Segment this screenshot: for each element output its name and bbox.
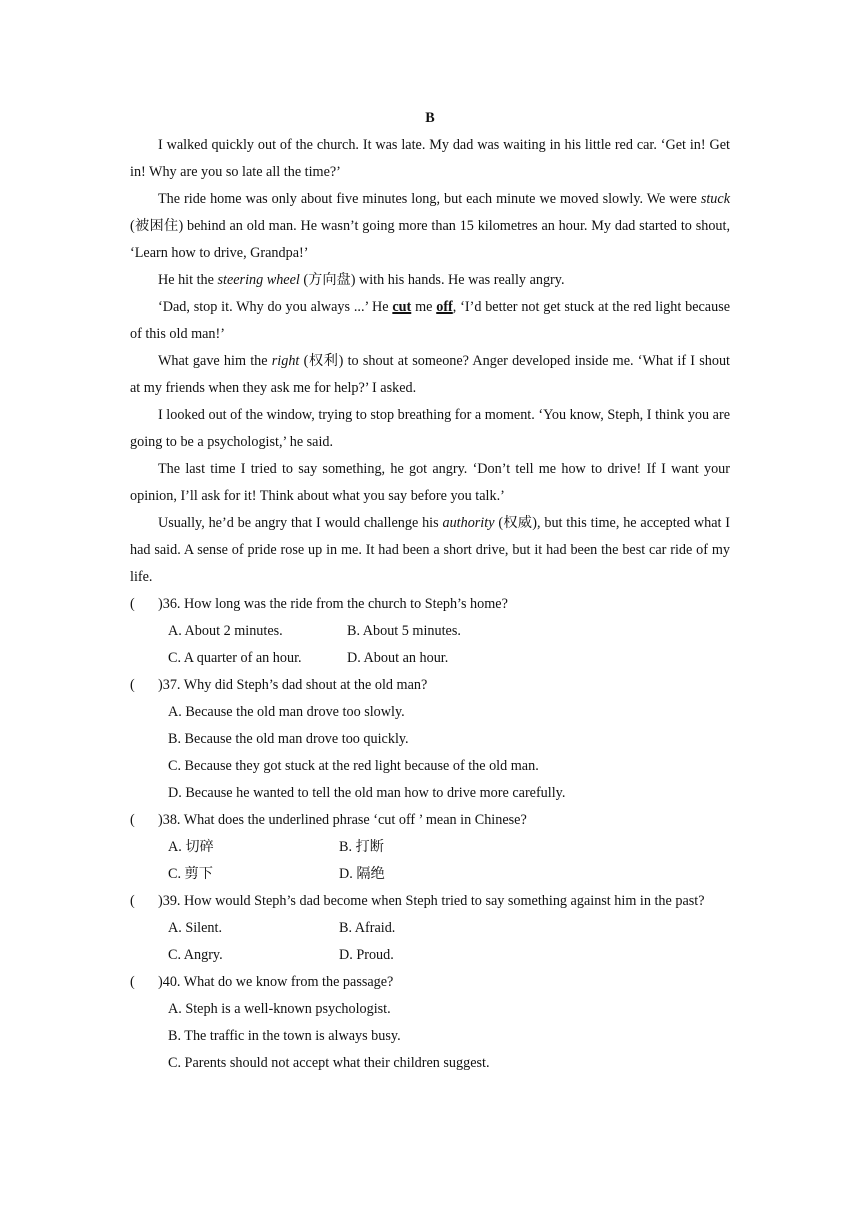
option-c[interactable]: C. Because they got stuck at the red light because of the old man. — [168, 758, 539, 774]
option-b[interactable]: B. About 5 minutes. — [347, 623, 461, 639]
paragraph-text: The last time I tried to say something, he got angry. ‘Don’t tell me how to drive! If I want your opinion, I’ll ask for it! Think about what you say before you talk.’ — [130, 461, 730, 504]
option-a[interactable]: A. 切碎 — [168, 839, 214, 855]
option-c[interactable]: C. 剪下 — [168, 866, 213, 882]
paragraph-text: Usually, he’d be angry that I would challenge his — [158, 515, 443, 531]
paragraph-text: The ride home was only about five minutes long, but each minute we moved slowly. We were — [158, 191, 701, 207]
option-row — [168, 861, 730, 888]
option-a[interactable]: A. Because the old man drove too slowly. — [168, 704, 405, 720]
answer-blank[interactable]: ( — [130, 893, 135, 909]
passage-paragraph — [130, 510, 730, 591]
passage-paragraph — [130, 402, 730, 456]
answer-blank[interactable]: ( — [130, 677, 135, 693]
paragraph-text: , ‘I’d better not get stuck at the red light because of this old man!’ — [130, 299, 731, 342]
option-b[interactable]: B. 打断 — [339, 839, 384, 855]
glossed-word: right — [271, 353, 300, 369]
reading-column — [130, 105, 730, 1077]
answer-blank[interactable]: ( — [130, 812, 135, 828]
paragraph-text: (权利) to shout at someone? Anger developed inside me. ‘What if I shout at my friends when they ask me for help?’ I asked. — [130, 353, 730, 396]
option-b[interactable]: B. Because the old man drove too quickly. — [168, 731, 409, 747]
paragraph-text: (被困住) behind an old man. He wasn’t going more than 15 kilometres an hour. My dad started to shout, ‘Learn how to drive, Grandpa!’ — [130, 218, 730, 261]
paragraph-text: (权威), but this time, he accepted what I had said. A sense of pride rose up in me. It had been a short drive, but it had been the best car ride of my life. — [130, 515, 730, 585]
option-d[interactable]: D. Proud. — [339, 947, 394, 963]
glossed-word: authority — [442, 515, 495, 531]
option-row — [168, 645, 730, 672]
passage-paragraph — [130, 456, 730, 510]
question-39 — [130, 888, 730, 915]
paragraph-text: me — [411, 299, 437, 315]
option-row — [168, 915, 730, 942]
question-36 — [130, 591, 730, 618]
question-text: )39. How would Steph’s dad become when Steph tried to say something against him in the past? — [158, 893, 705, 909]
question-40 — [130, 969, 730, 996]
passage-paragraph — [130, 132, 730, 186]
option-a[interactable]: A. About 2 minutes. — [168, 623, 283, 639]
underlined-word: cut — [392, 299, 412, 315]
question-38 — [130, 807, 730, 834]
option-b[interactable]: B. Afraid. — [339, 920, 396, 936]
passage-paragraph — [130, 294, 730, 348]
glossed-word: stuck — [700, 191, 730, 207]
answer-blank[interactable]: ( — [130, 974, 135, 990]
option-d[interactable]: D. About an hour. — [347, 650, 449, 666]
option-c[interactable]: C. Parents should not accept what their children suggest. — [168, 1055, 490, 1071]
option-d[interactable]: D. 隔绝 — [339, 866, 385, 882]
question-text: )36. How long was the ride from the church to Steph’s home? — [158, 596, 508, 612]
question-text: )40. What do we know from the passage? — [158, 974, 394, 990]
question-text: )37. Why did Steph’s dad shout at the old man? — [158, 677, 428, 693]
paragraph-text: I walked quickly out of the church. It was late. My dad was waiting in his little red car. ‘Get in! Get in! Why are you so late all the time?’ — [130, 137, 730, 180]
paragraph-text: What gave him the — [158, 353, 272, 369]
passage-paragraph — [130, 186, 730, 267]
option-row — [168, 942, 730, 969]
option-c[interactable]: C. A quarter of an hour. — [168, 650, 302, 666]
paragraph-text: I looked out of the window, trying to stop breathing for a moment. ‘You know, Steph, I think you are going to be a psychologist,’ he said. — [130, 407, 730, 450]
option-c[interactable]: C. Angry. — [168, 947, 223, 963]
question-37 — [130, 672, 730, 699]
paragraph-text: He hit the — [158, 272, 218, 288]
paragraph-text: ‘Dad, stop it. Why do you always ...’ He — [158, 299, 393, 315]
paragraph-text: (方向盘) with his hands. He was really angry. — [299, 272, 565, 288]
passage-paragraph — [130, 348, 730, 402]
option-d[interactable]: D. Because he wanted to tell the old man how to drive more carefully. — [168, 785, 566, 801]
underlined-word: off — [436, 299, 453, 315]
passage-paragraph — [130, 267, 730, 294]
section-title: B — [425, 110, 435, 126]
option-row — [168, 618, 730, 645]
glossed-word: steering wheel — [217, 272, 300, 288]
option-row — [168, 834, 730, 861]
option-a[interactable]: A. Silent. — [168, 920, 222, 936]
answer-blank[interactable]: ( — [130, 596, 135, 612]
option-b[interactable]: B. The traffic in the town is always busy. — [168, 1028, 401, 1044]
option-a[interactable]: A. Steph is a well-known psychologist. — [168, 1001, 391, 1017]
question-text: )38. What does the underlined phrase ‘cut off ’ mean in Chinese? — [158, 812, 527, 828]
